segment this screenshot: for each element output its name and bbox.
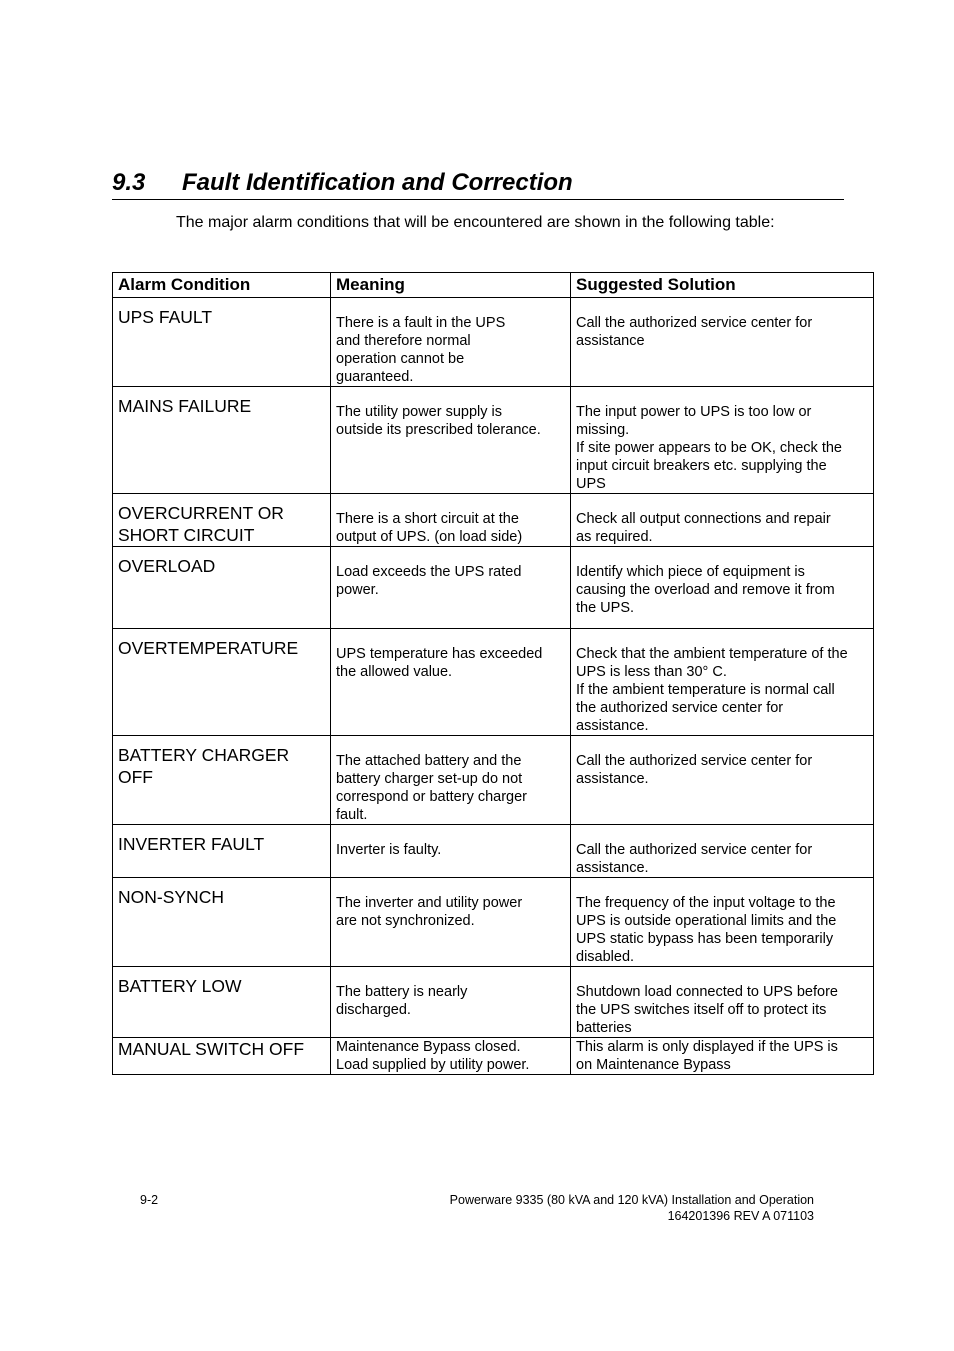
solution-cell: [571, 878, 874, 967]
column-header-suggested-solution: Suggested Solution: [571, 273, 874, 298]
cell-text-line: Maintenance Bypass closed.: [336, 1039, 521, 1055]
cell-text-line: This alarm is only displayed if the UPS is: [576, 1039, 838, 1055]
cell-text-line: The inverter and utility power: [336, 895, 523, 911]
cell-text-line: The battery is nearly: [336, 984, 468, 1000]
cell-text-line: assistance.: [576, 771, 649, 787]
cell-text-line: discharged.: [336, 1002, 411, 1018]
cell-text-line: Inverter is faulty.: [336, 842, 442, 858]
meaning-cell: [331, 1038, 571, 1075]
cell-text-line: correspond or battery charger: [336, 789, 528, 805]
cell-text-line: the authorized service center for: [576, 700, 784, 716]
solution-cell: [571, 547, 874, 629]
cell-text-line: Check all output connections and repair: [576, 511, 831, 527]
section-title: Fault Identification and Correction: [182, 169, 573, 196]
cell-text-line: Call the authorized service center for: [576, 315, 813, 331]
cell-text-line: causing the overload and remove it from: [576, 582, 835, 598]
intro-paragraph: The major alarm conditions that will be encountered are shown in the following table:: [176, 214, 775, 231]
cell-text-line: OFF: [118, 767, 153, 787]
cell-text-line: power.: [336, 582, 379, 598]
cell-text-line: The frequency of the input voltage to the: [576, 895, 836, 911]
cell-text-line: on Maintenance Bypass: [576, 1057, 731, 1073]
section-number: 9.3: [112, 169, 146, 196]
table-row: [113, 736, 874, 825]
alarm-condition-cell: [113, 967, 331, 1038]
cell-text-line: fault.: [336, 807, 368, 823]
meaning-cell: [331, 494, 571, 547]
cell-text-line: assistance.: [576, 718, 649, 734]
page-number: 9-2: [140, 1193, 159, 1207]
cell-text-line: input circuit breakers etc. supplying the: [576, 458, 827, 474]
cell-text-line: output of UPS. (on load side): [336, 529, 523, 545]
cell-text-line: assistance.: [576, 860, 649, 876]
alarm-condition-cell: [113, 1038, 331, 1075]
meaning-cell: [331, 878, 571, 967]
alarm-condition-cell: [113, 825, 331, 878]
section-heading: [112, 168, 844, 200]
alarm-condition-cell: [113, 878, 331, 967]
table-row: [113, 494, 874, 547]
cell-text-line: are not synchronized.: [336, 913, 475, 929]
cell-text-line: MANUAL SWITCH OFF: [118, 1039, 305, 1059]
cell-text-line: Check that the ambient temperature of the: [576, 646, 848, 662]
cell-text-line: UPS temperature has exceeded: [336, 646, 543, 662]
table-row: [113, 1038, 874, 1075]
cell-text-line: BATTERY LOW: [118, 976, 242, 996]
cell-text-line: as required.: [576, 529, 653, 545]
cell-text-line: MAINS FAILURE: [118, 396, 252, 416]
cell-text-line: disabled.: [576, 949, 635, 965]
table-row: [113, 825, 874, 878]
footer-doc-title: Powerware 9335 (80 kVA and 120 kVA) Installation and Operation: [449, 1193, 814, 1207]
cell-text-line: UPS static bypass has been temporarily: [576, 931, 834, 947]
cell-text-line: battery charger set-up do not: [336, 771, 523, 787]
fault-table: [112, 272, 874, 1075]
alarm-condition-cell: [113, 387, 331, 494]
meaning-cell: [331, 825, 571, 878]
meaning-cell: [331, 967, 571, 1038]
footer-doc-info: [400, 1192, 814, 1224]
cell-text-line: guaranteed.: [336, 369, 414, 385]
cell-text-line: Load exceeds the UPS rated: [336, 564, 522, 580]
cell-text-line: UPS FAULT: [118, 307, 213, 327]
solution-cell: [571, 967, 874, 1038]
cell-text-line: If the ambient temperature is normal call: [576, 682, 835, 698]
cell-text-line: There is a fault in the UPS: [336, 315, 506, 331]
cell-text-line: OVERLOAD: [118, 556, 216, 576]
cell-text-line: Call the authorized service center for: [576, 842, 813, 858]
cell-text-line: missing.: [576, 422, 630, 438]
cell-text-line: the UPS switches itself off to protect its: [576, 1002, 827, 1018]
cell-text-line: batteries: [576, 1020, 632, 1036]
cell-text-line: UPS is less than 30° C.: [576, 664, 727, 680]
meaning-cell: [331, 298, 571, 387]
table-header-row: [113, 273, 874, 298]
alarm-condition-cell: [113, 494, 331, 547]
cell-text-line: Identify which piece of equipment is: [576, 564, 805, 580]
cell-text-line: BATTERY CHARGER: [118, 745, 290, 765]
cell-text-line: outside its prescribed tolerance.: [336, 422, 541, 438]
cell-text-line: operation cannot be: [336, 351, 465, 367]
table-row: [113, 967, 874, 1038]
footer-doc-revision: 164201396 REV A 071103: [667, 1209, 814, 1223]
cell-text-line: Shutdown load connected to UPS before: [576, 984, 838, 1000]
cell-text-line: the allowed value.: [336, 664, 453, 680]
solution-cell: [571, 629, 874, 736]
cell-text-line: The input power to UPS is too low or: [576, 404, 812, 420]
solution-cell: [571, 1038, 874, 1075]
column-header-meaning: Meaning: [331, 273, 571, 298]
alarm-condition-cell: [113, 736, 331, 825]
cell-text-line: Call the authorized service center for: [576, 753, 813, 769]
cell-text-line: If site power appears to be OK, check the: [576, 440, 842, 456]
meaning-cell: [331, 736, 571, 825]
solution-cell: [571, 298, 874, 387]
cell-text-line: OVERCURRENT OR: [118, 503, 284, 523]
cell-text-line: There is a short circuit at the: [336, 511, 519, 527]
cell-text-line: NON-SYNCH: [118, 887, 224, 907]
cell-text-line: UPS is outside operational limits and the: [576, 913, 837, 929]
table-row: [113, 298, 874, 387]
column-header-alarm-condition: Alarm Condition: [113, 273, 331, 298]
cell-text-line: The attached battery and the: [336, 753, 522, 769]
cell-text-line: The utility power supply is: [336, 404, 503, 420]
solution-cell: [571, 825, 874, 878]
alarm-condition-cell: [113, 547, 331, 629]
cell-text-line: Load supplied by utility power.: [336, 1057, 530, 1073]
fault-table-body: [113, 298, 874, 1075]
meaning-cell: [331, 547, 571, 629]
solution-cell: [571, 494, 874, 547]
alarm-condition-cell: [113, 629, 331, 736]
table-row: [113, 387, 874, 494]
table-row: [113, 878, 874, 967]
cell-text-line: SHORT CIRCUIT: [118, 525, 255, 545]
solution-cell: [571, 736, 874, 825]
cell-text-line: the UPS.: [576, 600, 635, 616]
table-row: [113, 629, 874, 736]
cell-text-line: INVERTER FAULT: [118, 834, 265, 854]
cell-text-line: and therefore normal: [336, 333, 471, 349]
alarm-condition-cell: [113, 298, 331, 387]
table-row: [113, 547, 874, 629]
cell-text-line: OVERTEMPERATURE: [118, 638, 299, 658]
cell-text-line: UPS: [576, 476, 606, 492]
meaning-cell: [331, 629, 571, 736]
meaning-cell: [331, 387, 571, 494]
cell-text-line: assistance: [576, 333, 645, 349]
solution-cell: [571, 387, 874, 494]
